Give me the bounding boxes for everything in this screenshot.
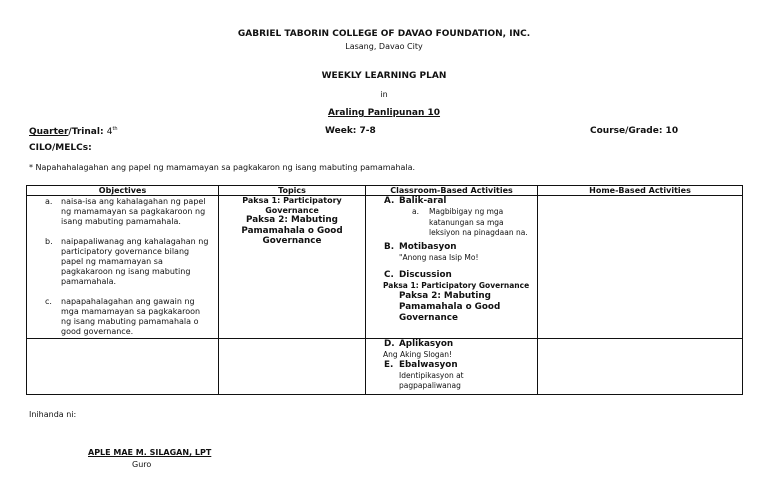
table-row	[27, 196, 743, 339]
activity-d-heading: D. Aplikasyon	[384, 339, 454, 349]
course-grade-label: Course/Grade: 10	[590, 126, 679, 136]
activity-b-text: "Anong nasa Isip Mo!	[399, 252, 479, 262]
preparer-role: Guro	[132, 460, 152, 469]
col-header-home-activities: Home-Based Activities	[538, 186, 743, 196]
quarter-value: 4	[106, 127, 113, 137]
home-activities-cell	[538, 196, 743, 339]
subject-title: Araling Panlipunan 10	[327, 108, 441, 118]
classroom-activities-cell	[366, 339, 538, 395]
prepared-by-label: Inihanda ni:	[29, 410, 77, 419]
in-word: in	[380, 90, 388, 99]
activity-e-heading: E. Ebalwasyon	[384, 360, 458, 370]
quarter-label: Quarter/Trinal: 4th	[29, 126, 118, 137]
cilo-text: * Napahahalagahan ang papel ng mamamayan sa pagkakaron ng isang mabuting pamamahala.	[29, 163, 416, 172]
preparer-name: APLE MAE M. SILAGAN, LPT	[88, 448, 212, 457]
institution-name: GABRIEL TABORIN COLLEGE OF DAVAO FOUNDATION, INC.	[237, 29, 531, 39]
col-header-topics: Topics	[219, 186, 366, 196]
objectives-cell	[27, 196, 219, 339]
weekly-plan-table	[26, 185, 743, 395]
table-row	[27, 339, 743, 395]
objective-item: b. naipapaliwanag ang kahalagahan ng participatory governance bilang papel ng mamamayan sa pagkakaroon ng isang mabuting pamamahala.	[45, 237, 209, 286]
discussion-topic-1: Paksa 1: Participatory Governance	[383, 280, 530, 290]
objectives-cell	[27, 339, 219, 395]
institution-location: Lasang, Davao City	[345, 42, 423, 51]
week-label: Week: 7-8	[325, 126, 376, 136]
activity-d-text: Ang Aking Slogan!	[383, 350, 453, 359]
plan-title: WEEKLY LEARNING PLAN	[321, 71, 447, 81]
topics-cell	[219, 196, 366, 339]
topic-2: Paksa 2: Mabuting Pamamahala o Good Governance	[241, 215, 343, 246]
home-activities-cell	[538, 339, 743, 395]
activity-c-heading: C. Discussion	[384, 269, 452, 280]
col-header-objectives: Objectives	[27, 186, 219, 196]
table-header-row	[27, 186, 743, 196]
activity-a-subitem: a. Magbibigay ng mga katanungan sa mga leksiyon na pinagdaan na.	[412, 207, 528, 237]
topic-1: Paksa 1: Participatory Governance	[242, 196, 342, 215]
objective-item: c. napapahalagahan ang gawain ng mga mamamayan sa pagkakaroon ng isang mabuting pamamahala o good governance.	[45, 297, 201, 336]
col-header-classroom-activities: Classroom-Based Activities	[366, 186, 538, 196]
topics-cell	[219, 339, 366, 395]
cilo-label: CILO/MELCs:	[29, 143, 92, 153]
discussion-topic-2: Paksa 2: Mabuting Pamamahala o Good Governance	[399, 290, 501, 323]
classroom-activities-cell	[366, 196, 538, 339]
activity-a-heading: A. Balik-aral	[384, 196, 447, 206]
activity-e-text: Identipikasyon at pagpapaliwanag	[399, 371, 464, 390]
activity-b-heading: B. Motibasyon	[384, 241, 457, 252]
objective-item: a. naisa-isa ang kahalagahan ng papel ng mamamayan sa pagkakaroon ng isang mabuting pamamahala.	[45, 197, 206, 226]
